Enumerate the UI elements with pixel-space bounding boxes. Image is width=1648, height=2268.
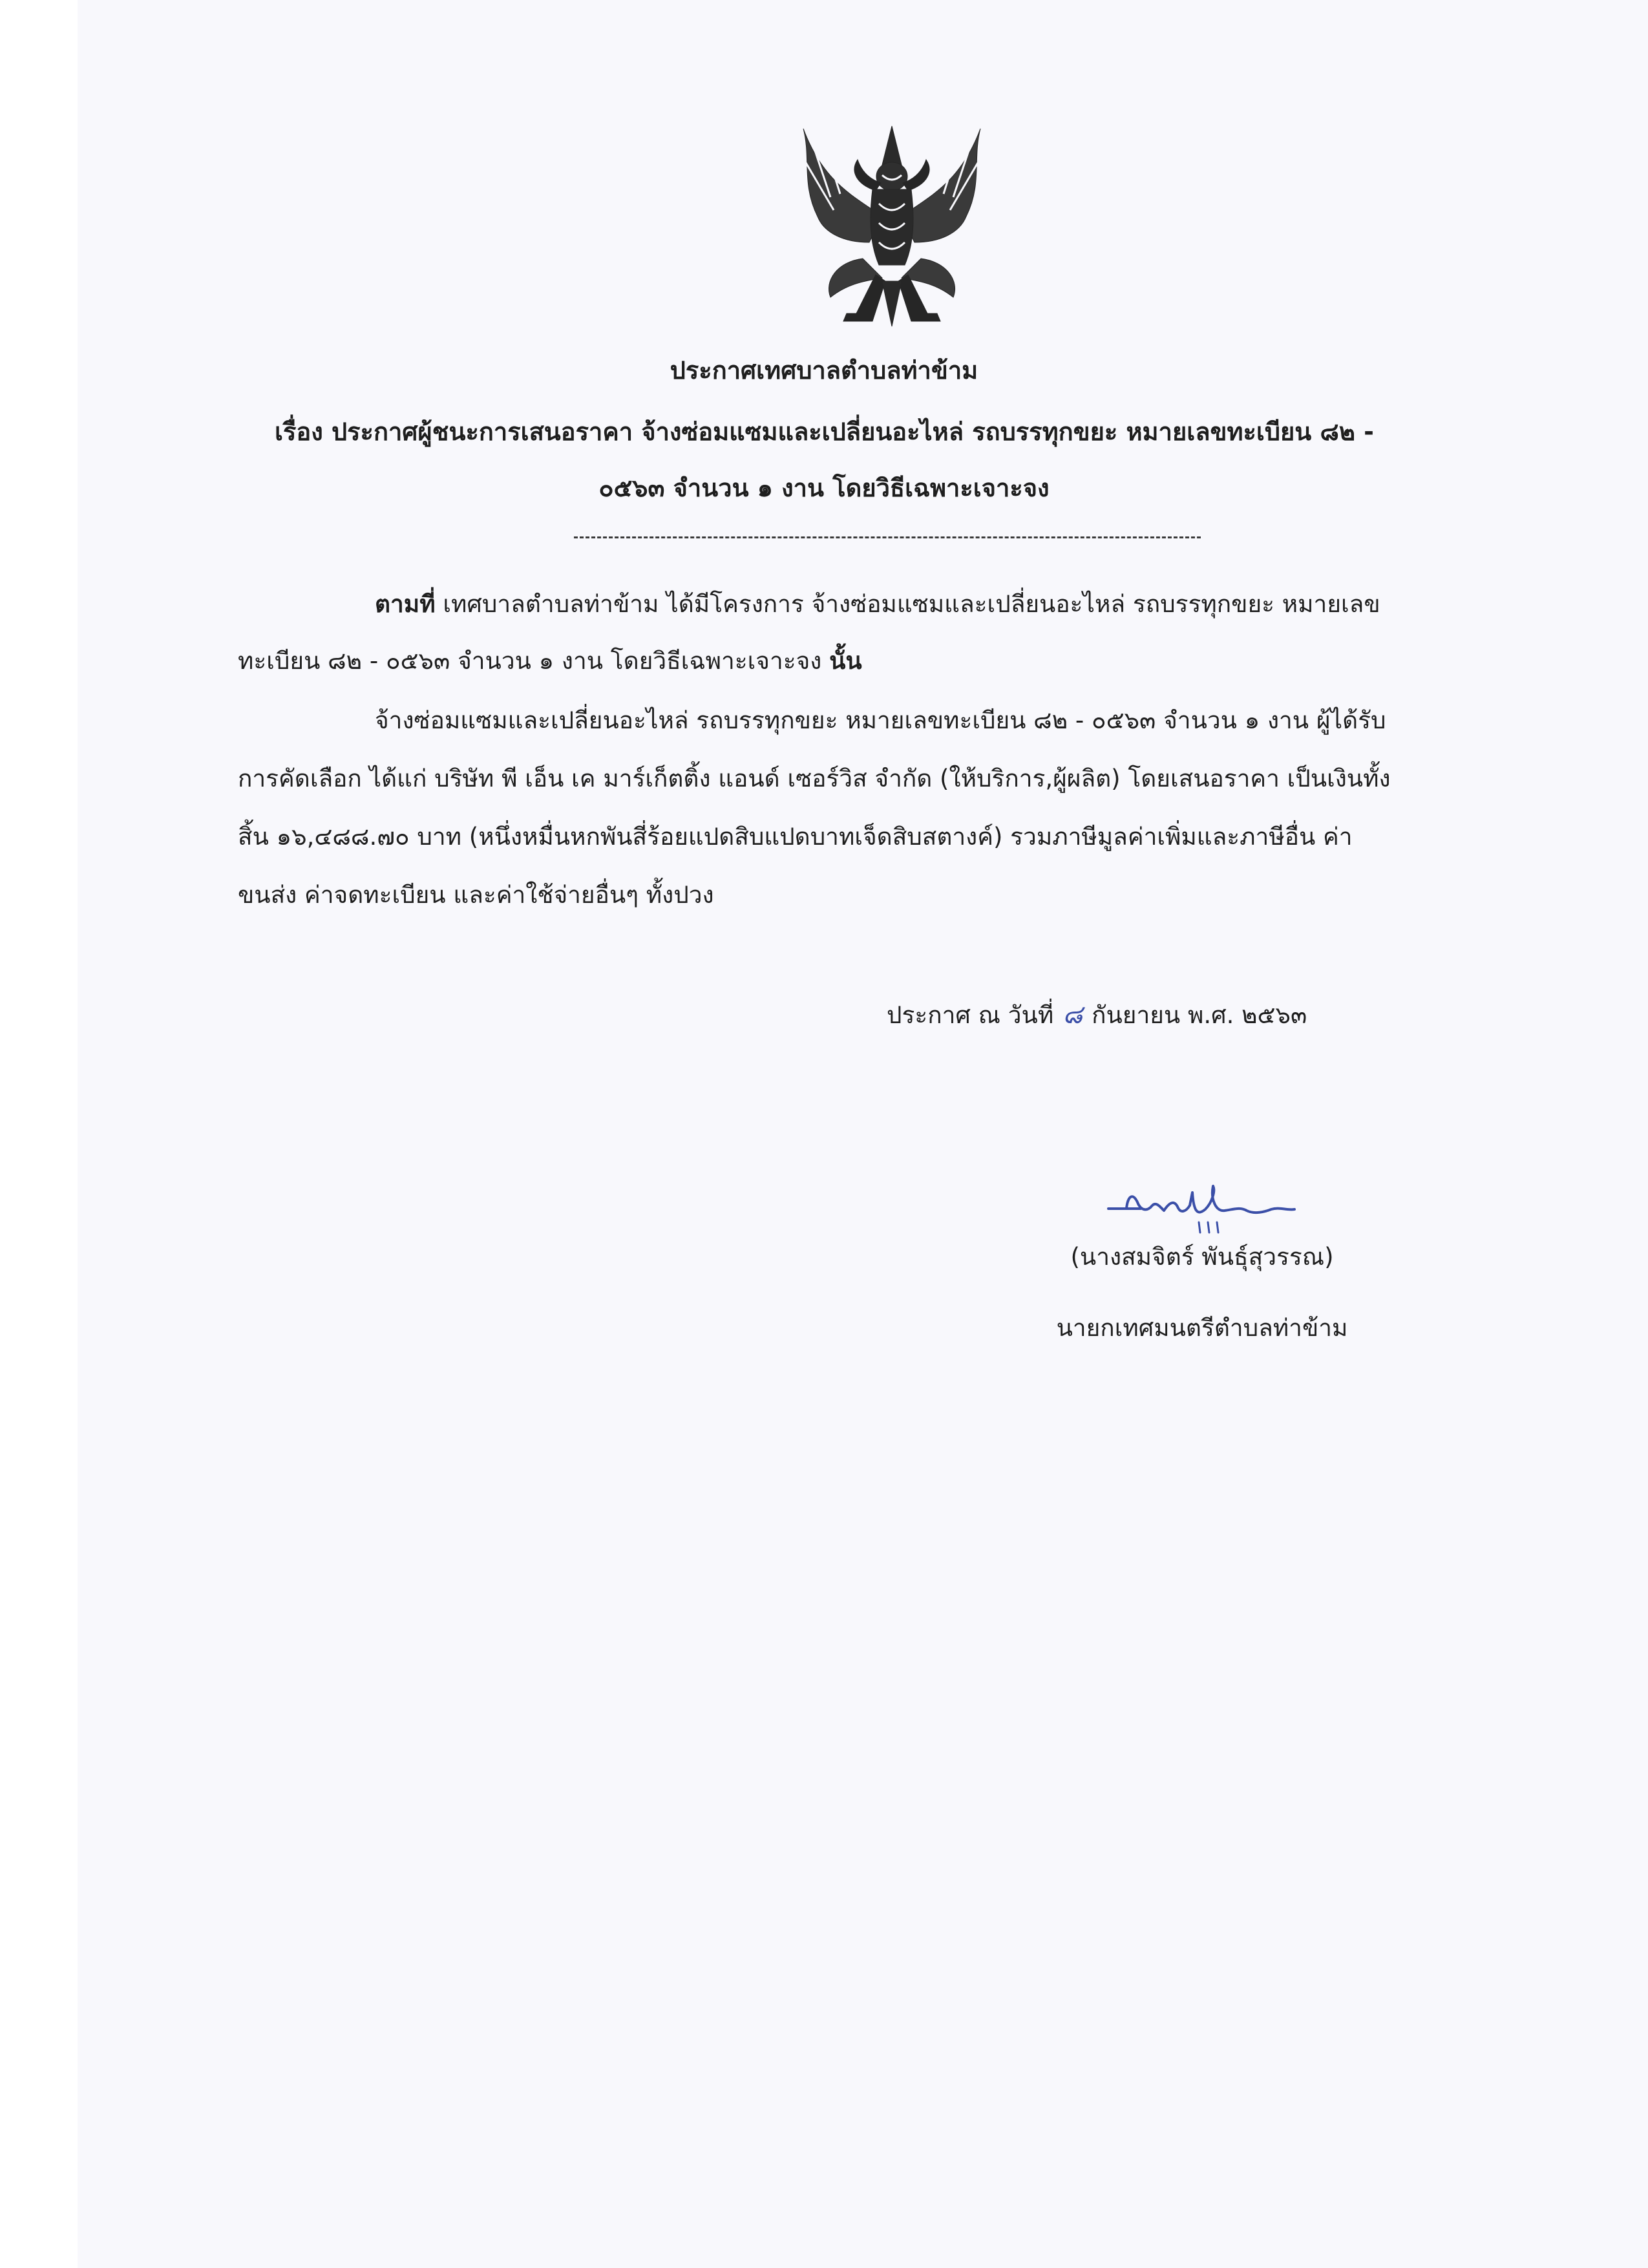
- paragraph-2-line-3: สิ้น ๑๖,๔๘๘.๗๐ บาท (หนึ่งหมื่นหกพันสี่ร้อยแปดสิบแปดบาทเจ็ดสิบสตางค์) รวมภาษีมูลค่าเพิ่มและภาษีอื่น ค่า: [238, 823, 1353, 851]
- signature-mark: [1102, 1173, 1302, 1244]
- document-page: [78, 0, 1648, 2268]
- paragraph-1-line-1-text: เทศบาลตำบลท่าข้าม ได้มีโครงการ จ้างซ่อมแซมและเปลี่ยนอะไหล่ รถบรรทุกขยะ หมายเลข: [435, 590, 1380, 618]
- paragraph-1-line-2: [238, 645, 862, 677]
- signatory-position: นายกเทศมนตรีตำบลท่าข้าม: [1056, 1314, 1348, 1342]
- dashed-divider: [574, 536, 1201, 538]
- dateline-day: ๘: [1062, 1000, 1083, 1030]
- signatory-name: (นางสมจิตร์ พันธุ์สุวรรณ): [1070, 1243, 1334, 1271]
- dateline: [887, 999, 1307, 1032]
- subject-line-1: เรื่อง ประกาศผู้ชนะการเสนอราคา จ้างซ่อมแซมและเปลี่ยนอะไหล่ รถบรรทุกขยะ หมายเลขทะเบียน ๘๒ -: [275, 418, 1374, 446]
- dateline-month-year: กันยายน พ.ศ. ๒๕๖๓: [1092, 1001, 1307, 1029]
- paragraph-1-lead: ตามที่: [375, 590, 436, 618]
- scan-margin: [0, 0, 78, 2268]
- dateline-prefix: ประกาศ ณ วันที่: [887, 1001, 1054, 1029]
- paragraph-2-line-4: ขนส่ง ค่าจดทะเบียน และค่าใช้จ่ายอื่นๆ ทั้งปวง: [238, 881, 714, 909]
- paragraph-1-line-1: [375, 588, 1380, 620]
- paragraph-1-end: นั้น: [829, 647, 862, 675]
- paragraph-2-line-1: จ้างซ่อมแซมและเปลี่ยนอะไหล่ รถบรรทุกขยะ หมายเลขทะเบียน ๘๒ - ๐๕๖๓ จำนวน ๑ งาน ผู้ได้รับ: [375, 706, 1386, 734]
- subject-line-2: ๐๕๖๓ จำนวน ๑ งาน โดยวิธีเฉพาะเจาะจง: [598, 474, 1050, 502]
- paragraph-1-line-2-text: ทะเบียน ๘๒ - ๐๕๖๓ จำนวน ๑ งาน โดยวิธีเฉพาะเจาะจง: [238, 647, 830, 675]
- paragraph-2-line-2: การคัดเลือก ได้แก่ บริษัท พี เอ็น เค มาร์เก็ตติ้ง แอนด์ เซอร์วิส จำกัด (ให้บริการ,ผู้ผลิต) โดยเสนอราคา เป็นเงินทั้ง: [238, 765, 1391, 792]
- garuda-emblem-icon: [785, 120, 998, 333]
- document-title: ประกาศเทศบาลตำบลท่าข้าม: [670, 356, 978, 385]
